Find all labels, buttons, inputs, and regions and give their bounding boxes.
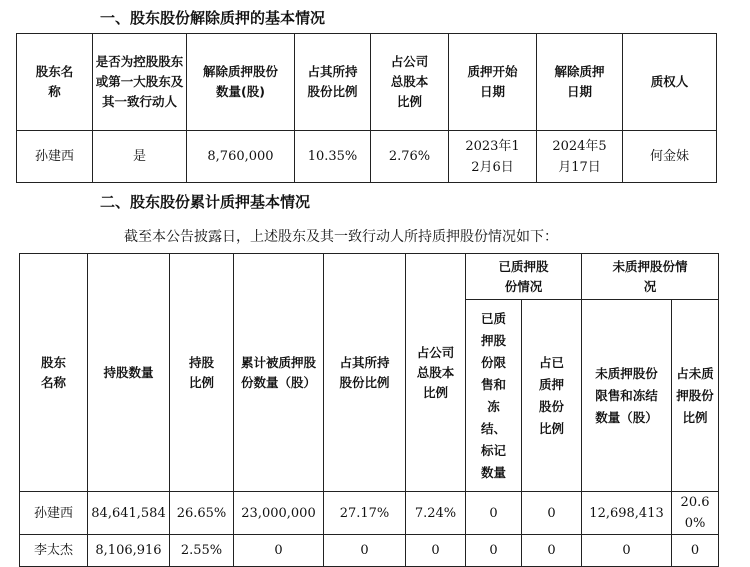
section1-title: 一、股东股份解除质押的基本情况 — [100, 9, 326, 27]
header-name: 股东名称 — [17, 34, 93, 131]
cell-pct-holding: 10.35% — [295, 131, 371, 183]
header-name: 股东名称 — [20, 254, 88, 492]
header-pledgee: 质权人 — [623, 34, 717, 131]
header-ratio: 持股比例 — [170, 254, 234, 492]
cell-pct-holding: 27.17% — [324, 492, 406, 535]
cell-unpledged-restricted: 0 — [582, 535, 672, 567]
header-pct-holding: 占其所持股份比例 — [324, 254, 406, 492]
header-start-date: 质押开始日期 — [449, 34, 537, 131]
header-pledged-pct: 占已质押股份比例 — [522, 300, 582, 492]
header-controlling: 是否为控股股东或第一大股东及其一致行动人 — [93, 34, 187, 131]
cell-name: 孙建西 — [20, 492, 88, 535]
header-shares: 持股数量 — [88, 254, 170, 492]
section2-title: 二、股东股份累计质押基本情况 — [100, 193, 311, 211]
cell-name: 孙建西 — [17, 131, 93, 183]
header-unpledged-restricted: 未质押股份限售和冻结数量（股） — [582, 300, 672, 492]
cell-released-shares: 8,760,000 — [187, 131, 295, 183]
cell-release-date: 2024年5月17日 — [537, 131, 623, 183]
section2-intro: 截至本公告披露日，上述股东及其一致行动人所持质押股份情况如下： — [124, 229, 558, 245]
cell-pct-total: 0 — [406, 535, 466, 567]
cell-cum-pledged: 0 — [234, 535, 324, 567]
cell-cum-pledged: 23,000,000 — [234, 492, 324, 535]
header-unpledged-group: 未质押股份情况 — [582, 254, 719, 300]
header-pct-holding: 占其所持股份比例 — [295, 34, 371, 131]
header-unpledged-pct: 占未质押股份比例 — [672, 300, 719, 492]
header-pledged-group: 已质押股份情况 — [466, 254, 582, 300]
cell-ratio: 2.55% — [170, 535, 234, 567]
cell-name: 李太杰 — [20, 535, 88, 567]
header-pct-total: 占公司总股本比例 — [371, 34, 449, 131]
cell-unpledged-pct: 20.60% — [672, 492, 719, 535]
cell-pct-total: 7.24% — [406, 492, 466, 535]
cell-unpledged-pct: 0 — [672, 535, 719, 567]
cell-ratio: 26.65% — [170, 492, 234, 535]
cell-pledged-restricted: 0 — [466, 492, 522, 535]
cell-controlling: 是 — [93, 131, 187, 183]
cell-start-date: 2023年12月6日 — [449, 131, 537, 183]
cell-pct-holding: 0 — [324, 535, 406, 567]
cell-pct-total: 2.76% — [371, 131, 449, 183]
pledge-summary-table — [19, 253, 719, 567]
header-pct-total: 占公司总股本比例 — [406, 254, 466, 492]
header-pledged-restricted: 已质押股份限售和冻结、标记数量 — [466, 300, 522, 492]
cell-unpledged-restricted: 12,698,413 — [582, 492, 672, 535]
cell-pledged-pct: 0 — [522, 492, 582, 535]
cell-shares: 84,641,584 — [88, 492, 170, 535]
header-release-date: 解除质押日期 — [537, 34, 623, 131]
cell-pledged-pct: 0 — [522, 535, 582, 567]
cell-pledgee: 何金妹 — [623, 131, 717, 183]
release-table — [16, 33, 717, 183]
cell-shares: 8,106,916 — [88, 535, 170, 567]
cell-pledged-restricted: 0 — [466, 535, 522, 567]
header-cum-pledged: 累计被质押股份数量（股） — [234, 254, 324, 492]
header-released-shares: 解除质押股份数量(股) — [187, 34, 295, 131]
